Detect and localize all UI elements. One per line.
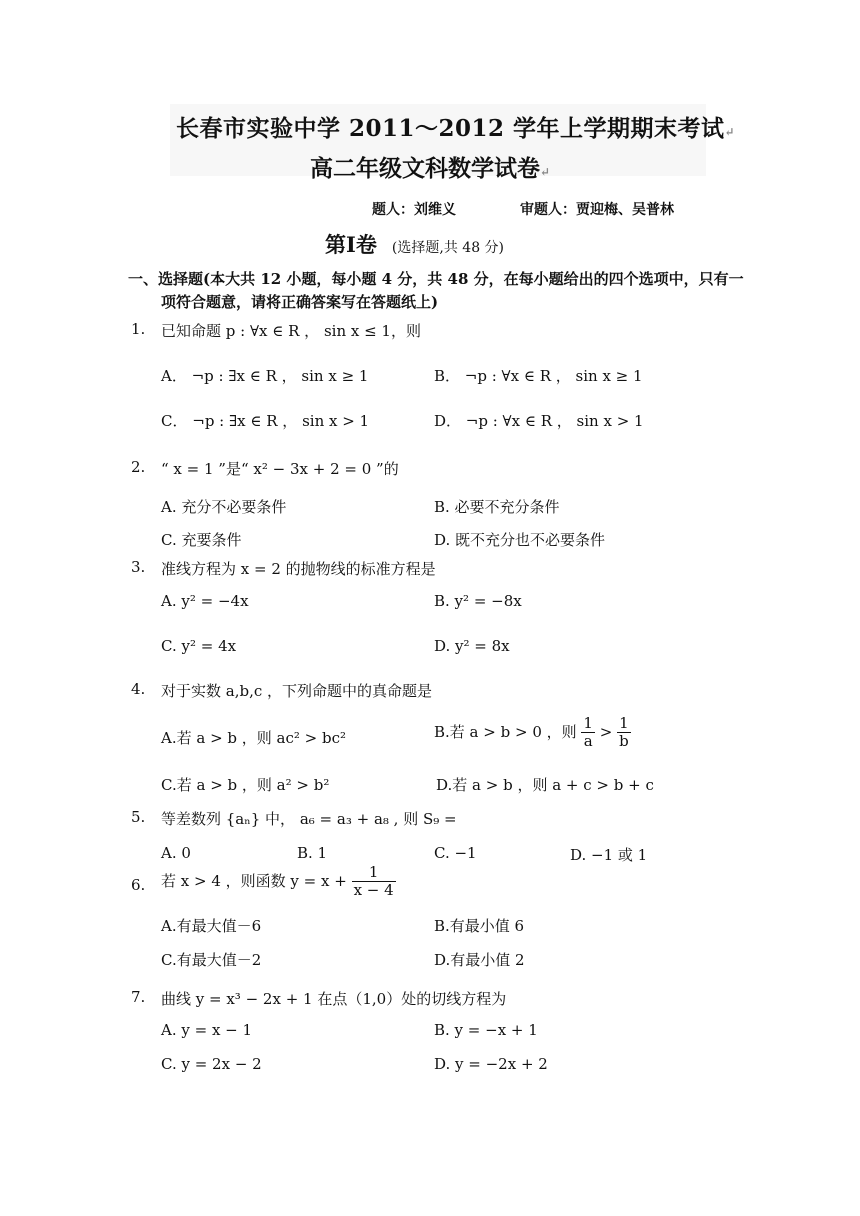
question-number: 3. [131, 558, 146, 576]
option-d: D. y² = 8x [434, 637, 510, 655]
exam-title-line1 [176, 110, 735, 143]
fraction-one-over-x-minus-4 [352, 864, 396, 900]
option-c: C. y² = 4x [161, 637, 237, 655]
greater-than-sign: > [599, 722, 613, 741]
author-setter: 题人：刘维义 [372, 202, 456, 218]
question-stem: 对于实数 a,b,c ，下列命题中的真命题是 [161, 682, 433, 700]
question-number: 2. [131, 458, 146, 476]
option-a: A.有最大值－6 [161, 917, 262, 935]
option-b: B． ¬p : ∀x ∈ R ， sin x ≥ 1 [434, 367, 643, 385]
option-d: D. y = −2x + 2 [434, 1055, 548, 1073]
fraction-denominator: x − 4 [353, 881, 394, 900]
option-c: C. −1 [434, 844, 477, 862]
exam-subtitle-text: 高二年级文科数学试卷 [310, 155, 540, 182]
question-number: 7. [131, 988, 146, 1006]
section-subtitle: (选择题,共 48 分) [391, 240, 505, 256]
option-a: A.若 a > b ，则 ac² > bc² [161, 729, 347, 747]
question-stem: 曲线 y = x³ − 2x + 1 在点（1,0）处的切线方程为 [161, 990, 507, 1008]
paragraph-mark-icon: ↵ [540, 165, 551, 179]
fraction-one-over-a [581, 715, 595, 751]
option-d: D.若 a > b ，则 a + c > b + c [436, 776, 654, 794]
option-c: C. 充要条件 [161, 531, 242, 549]
fraction-one-over-b [617, 715, 631, 751]
option-a: A. 0 [161, 844, 191, 862]
option-a: A. y² = −4x [161, 592, 249, 610]
author-reviewer: 审题人：贾迎梅、吴普林 [520, 202, 674, 218]
fraction-denominator: b [619, 732, 629, 751]
option-a: A. 充分不必要条件 [161, 498, 287, 516]
question-stem: “ x = 1 ”是“ x² − 3x + 2 = 0 ”的 [161, 460, 399, 478]
option-b: B. y = −x + 1 [434, 1021, 538, 1039]
question-stem-text: 若 x > 4 ，则函数 y = x + [161, 871, 347, 890]
section-header [325, 229, 504, 259]
option-b: B. 1 [297, 844, 328, 862]
question-number: 5. [131, 808, 146, 826]
option-d: D． ¬p : ∀x ∈ R ， sin x > 1 [434, 412, 644, 430]
option-b: B. y² = −8x [434, 592, 522, 610]
exam-title-line2 [310, 150, 550, 183]
option-c: C.若 a > b ，则 a² > b² [161, 776, 330, 794]
fraction-denominator: a [583, 732, 593, 751]
option-c: C． ¬p : ∃x ∈ R ， sin x > 1 [161, 412, 370, 430]
fraction-numerator: 1 [583, 714, 593, 732]
option-d: D. 既不充分也不必要条件 [434, 531, 606, 549]
option-d: D.有最小值 2 [434, 951, 525, 969]
instructions-line1: 一、选择题(本大共 12 小题，每小题 4 分，共 48 分，在每小题给出的四个选项中，只有一 [128, 270, 744, 288]
question-number: 6. [131, 876, 146, 894]
paragraph-mark-icon: ↵ [724, 125, 736, 139]
question-number: 4. [131, 680, 146, 698]
fraction-numerator: 1 [352, 864, 396, 882]
option-a: A. y = x − 1 [161, 1021, 253, 1039]
question-stem [161, 864, 396, 900]
option-d: D. −1 或 1 [570, 846, 648, 864]
option-c: C. y = 2x − 2 [161, 1055, 262, 1073]
question-stem: 已知命题 p : ∀x ∈ R ， sin x ≤ 1，则 [161, 322, 421, 340]
option-a: A． ¬p : ∃x ∈ R ， sin x ≥ 1 [161, 367, 369, 385]
exam-title-text: 长春市实验中学 2011～2012 学年上学期期末考试 [176, 115, 725, 142]
fraction-numerator: 1 [617, 715, 631, 733]
option-b [434, 715, 631, 751]
question-stem: 等差数列 {aₙ} 中， a₆ = a₃ + a₈ , 则 S₉ = [161, 810, 457, 828]
question-stem: 准线方程为 x = 2 的抛物线的标准方程是 [161, 560, 436, 578]
option-b: B. 必要不充分条件 [434, 498, 560, 516]
option-c: C.有最大值－2 [161, 951, 262, 969]
option-b: B.有最小值 6 [434, 917, 525, 935]
option-b-text: B.若 a > b > 0 ，则 [434, 722, 577, 741]
instructions-line2: 项符合题意，请将正确答案写在答题纸上) [161, 293, 439, 311]
section-title: 第Ⅰ卷 [325, 232, 377, 257]
question-number: 1. [131, 320, 146, 338]
